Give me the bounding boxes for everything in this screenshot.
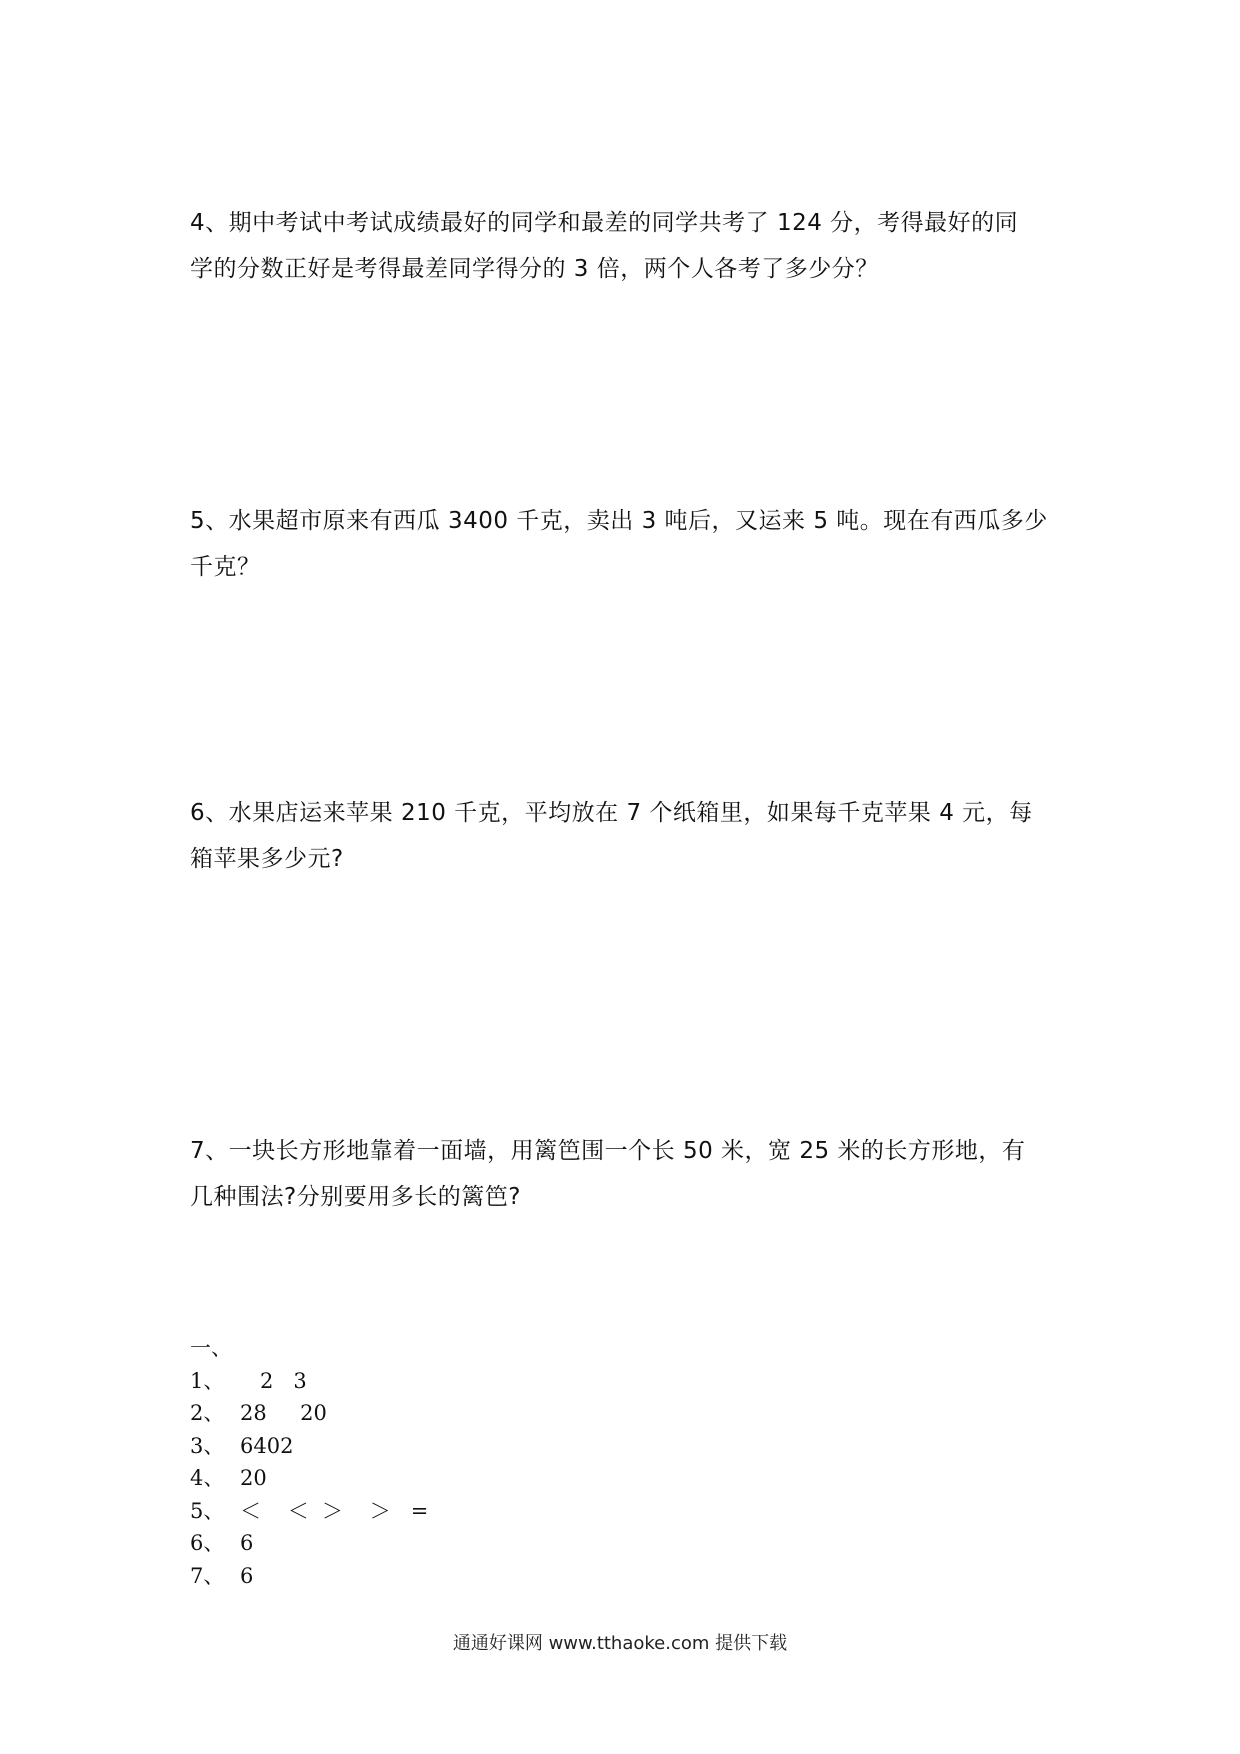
question-4	[190, 200, 1060, 292]
answer-value: 28 20	[240, 1401, 327, 1425]
question-6-line-1: 6、水果店运来苹果 210 千克，平均放在 7 个纸箱里，如果每千克苹果 4 元，每	[190, 800, 1033, 826]
answer-value: 20	[240, 1466, 267, 1490]
answer-number: 5、	[190, 1498, 225, 1523]
page-footer: 通通好课网 www.tthaoke.com 提供下载	[452, 1633, 788, 1654]
answer-row	[190, 1527, 890, 1560]
question-7	[190, 1128, 1060, 1220]
question-5-line-1: 5、水果超市原来有西瓜 3400 千克，卖出 3 吨后，又运来 5 吨。现在有西瓜多少	[190, 508, 1048, 534]
answer-number: 3、	[190, 1433, 225, 1458]
answer-value: 6	[240, 1531, 254, 1555]
answer-row	[190, 1430, 890, 1463]
answer-row	[190, 1495, 890, 1528]
answer-number: 1、	[190, 1368, 225, 1393]
answer-number: 7、	[190, 1563, 225, 1588]
answer-value: 2 3	[240, 1368, 307, 1393]
question-6	[190, 790, 1060, 882]
answer-row	[190, 1560, 890, 1593]
answer-number: 2、	[190, 1401, 225, 1425]
answer-row	[190, 1365, 890, 1398]
answer-value: 6402	[240, 1433, 294, 1458]
question-4-line-2: 学的分数正好是考得最差同学得分的 3 倍，两个人各考了多少分？	[190, 256, 879, 282]
question-4-line-1: 4、期中考试中考试成绩最好的同学和最差的同学共考了 124 分，考得最好的同	[190, 210, 1019, 236]
question-5	[190, 498, 1060, 590]
answer-value: 6	[240, 1563, 254, 1588]
question-7-line-2: 几种围法?分别要用多长的篱笆?	[190, 1184, 521, 1210]
answer-row	[190, 1462, 890, 1495]
answer-value: ＜ ＜ ＞ ＞ =	[240, 1498, 429, 1523]
answer-number: 6、	[190, 1531, 225, 1555]
question-5-line-2: 千克？	[190, 554, 261, 580]
answer-number: 4、	[190, 1466, 225, 1490]
question-6-line-2: 箱苹果多少元?	[190, 846, 344, 872]
answer-key	[190, 1332, 890, 1592]
answer-key-heading: 一、	[190, 1336, 232, 1360]
question-7-line-1: 7、一块长方形地靠着一面墙，用篱笆围一个长 50 米，宽 25 米的长方形地，有	[190, 1138, 1026, 1164]
answer-row	[190, 1397, 890, 1430]
